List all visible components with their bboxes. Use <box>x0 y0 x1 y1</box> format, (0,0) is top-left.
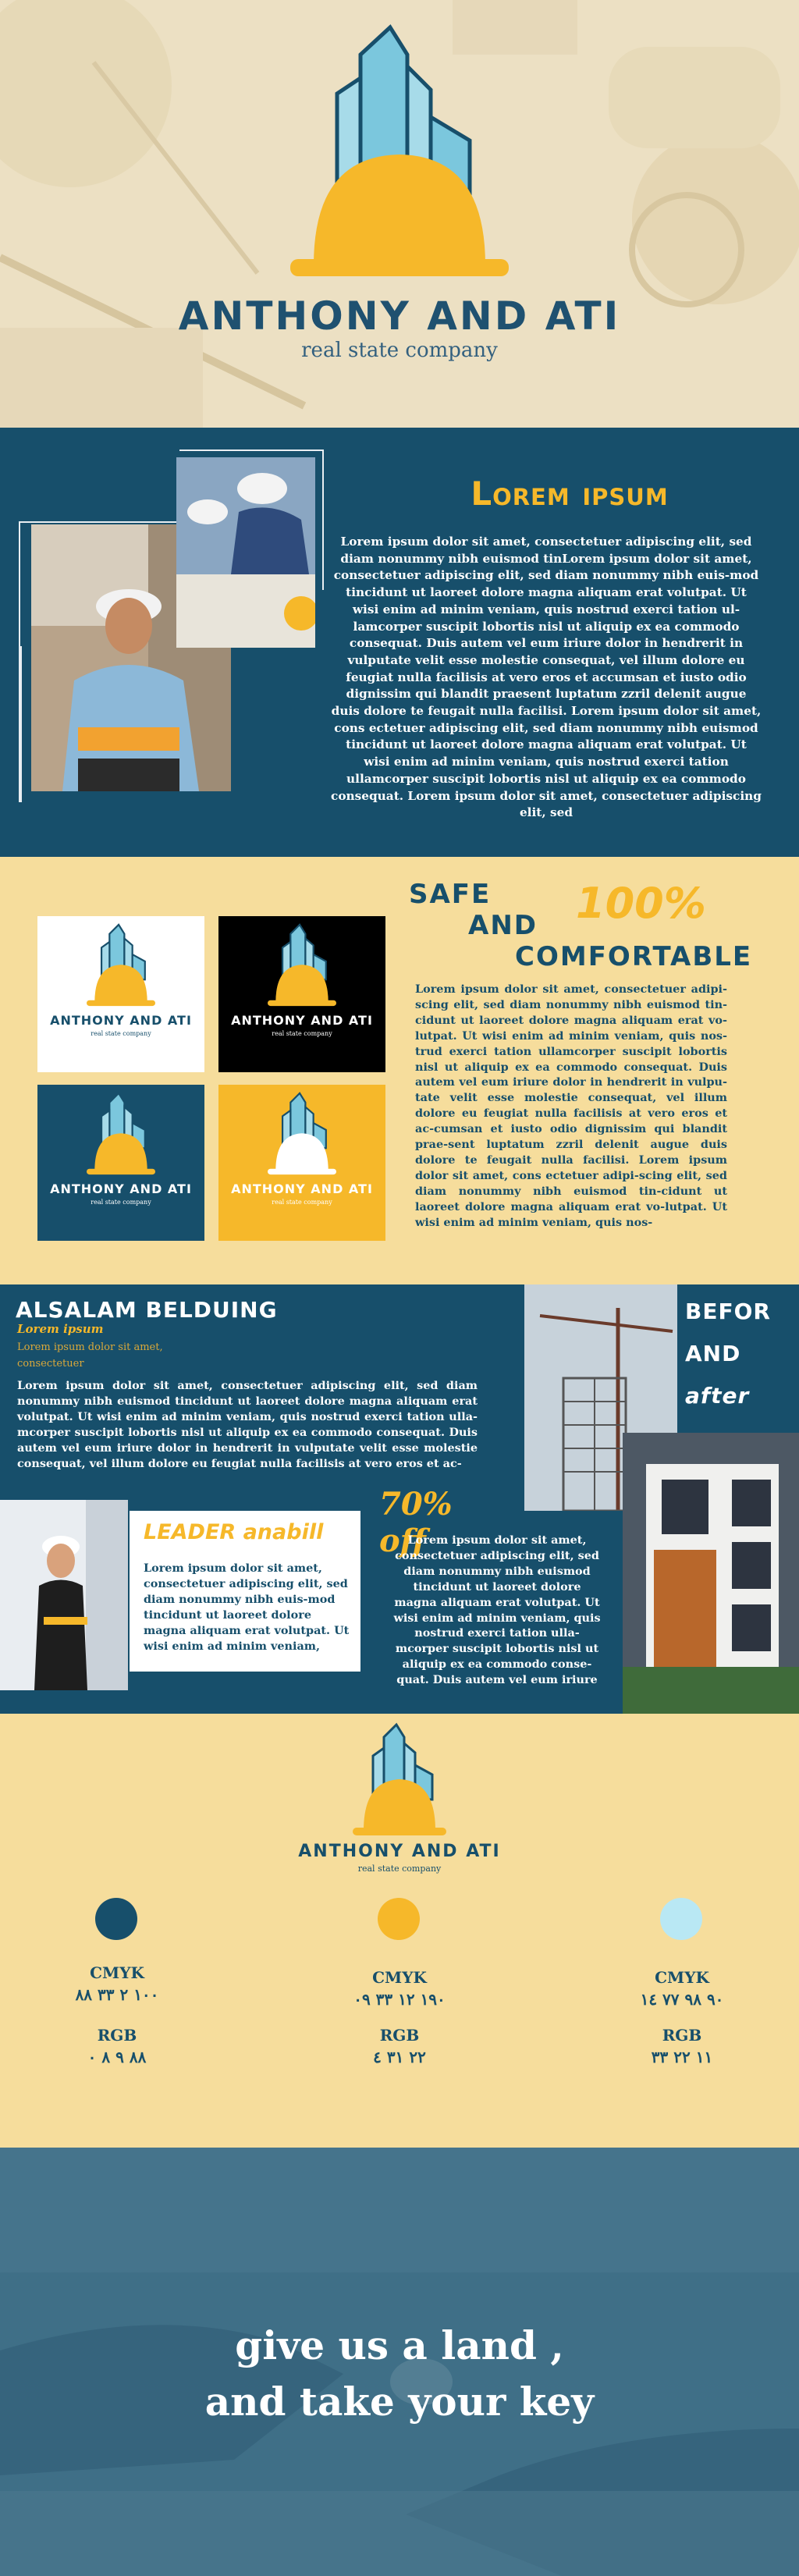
card-brand-tagline: real state company <box>91 1030 151 1037</box>
decorative-frame <box>19 646 22 802</box>
rgb-info-1 <box>39 2026 195 2066</box>
headline-safe: SAFE <box>409 879 492 910</box>
cmyk-label: CMYK <box>372 1968 427 1987</box>
card-logo-icon <box>78 1091 164 1177</box>
leader-body: Lorem ipsum dolor sit amet, consectetuer adipiscing elit, sed diam nonummy nibh euis-mod tincidunt ut laoreet dolore magna aliquam erat volutpat. Ut wisi enim ad minim veniam, <box>144 1562 350 1653</box>
card-brand-name: ANTHONY AND ATI <box>231 1181 373 1196</box>
cmyk-value: ١٩٠ ١٢ ٣٣ ٠٩ <box>353 1990 446 2009</box>
cmyk-value: ١٠٠ ٢ ٣٣ ٨٨ <box>75 1985 159 2004</box>
brand-variants-section <box>0 857 799 1284</box>
card-logo-icon <box>259 922 345 1008</box>
and-label: AND <box>685 1341 741 1366</box>
logo-card-navy <box>37 1085 204 1241</box>
brand-logo-small-icon <box>350 1721 449 1839</box>
about-heading: Lorem ipsum <box>471 474 669 513</box>
leader-photo <box>0 1500 128 1690</box>
card-brand-name: ANTHONY AND ATI <box>231 1013 373 1028</box>
rgb-value: ١١ ٢٢ ٣٣ <box>651 2048 713 2066</box>
about-body: Lorem ipsum dolor sit amet, consectetuer adipiscing elit, sed diam nonummy nibh euismod tinLorem ipsum dolor sit amet, consectetuer adipiscing elit, sed diam nonummy nibh euis-mod tincidunt ut laoreet dolore magna aliquam erat volutpat. Ut wisi enim ad minim veniam, quis nostrud exerci tation ul-lamcorper suscipit lobortis nisl ut aliquip ex ea commodo consequat. Duis autem vel eum iriure dolor in hendrerit in vulputate velit esse molestie consequat, vel illum dolore eu feugiat nulla facilisis at vero eros et accumsan et iusto odio dignissim qui blandit praesent luptatum zzril delenit augue duis dolore te feugait nulla facilisi. Lorem ipsum dolor sit amet, cons ectetuer adipiscing elit, sed diam nonummy nibh euismod tincidunt ut laoreet dolore magna aliquam erat volutpat. Ut wisi enim ad minim veniam, quis nostrud exerci tation ullamcorper suscipit lobortis nisl ut aliquip ex ea commodo consequat. Lorem ipsum dolor sit amet, consectetuer adipiscing elit, sed <box>331 535 762 820</box>
logo-card-black <box>218 916 385 1072</box>
rgb-info-2 <box>321 2026 478 2066</box>
safe-body: Lorem ipsum dolor sit amet, consectetuer adipi-scing elit, sed diam nonummy nibh euismod tin-cidunt ut laoreet dolore magna aliquam erat vo-lutpat. Ut wisi enim ad minim veniam, quis nos-trud exerci tation ullamcorper suscipit lobortis nisl ut aliquip ex ea commodo consequat. Duis autem vel eum iriure dolor in hendrerit in vulpu-tate velit esse molestie consequat, vel illum dolore eu feugiat nulla facilisis at vero eros et ac-cumsan et iusto odio dignissim qui blandit prae-sent luptatum zzril delenit augue duis dolore te feugait nulla facilisi. Lorem ipsum dolor sit amet, cons ectetuer adipi-scing elit, sed diam nonummy nibh euismod tin-cidunt ut laoreet dolore magna aliquam erat vo-lutpat. Ut wisi enim ad minim veniam, quis nos- <box>415 982 727 1229</box>
building-title: ALSALAM BELDUING <box>16 1297 278 1323</box>
building-section <box>0 1284 799 1714</box>
color-swatch-sky <box>660 1898 702 1940</box>
brand-logo-icon <box>282 23 517 281</box>
color-swatch-gold <box>378 1898 420 1940</box>
brand-tagline: real state company <box>301 339 498 362</box>
cmyk-value: ٩٠ ٩٨ ٧٧ ١٤ <box>640 1990 724 2009</box>
palette-section <box>0 1714 799 2148</box>
logo-card-gold <box>218 1085 385 1241</box>
rgb-label: RGB <box>662 2026 702 2045</box>
color-swatch-navy <box>95 1898 137 1940</box>
finished-building-photo <box>623 1433 799 1714</box>
building-body: Lorem ipsum dolor sit amet, consectetuer adipiscing elit, sed diam nonummy nibh euismod tincidunt ut laoreet dolore magna aliquam erat volutpat. Ut wisi enim ad minim veniam, quis nostrud exerci tation ulla-mcorper suscipit lobortis nisl ut aliquip ex ea commodo consequat. Duis autem vel eum iriure dolor in hendrerit in vulputate velit esse molestie consequat, vel illum dolore eu feugiat nulla facilisis at vero eros et ac- <box>17 1379 478 1470</box>
headline-comfortable: COMFORTABLE <box>515 941 753 972</box>
before-label: BEFOR <box>685 1299 771 1324</box>
color-info-3 <box>604 1968 760 2009</box>
rgb-label: RGB <box>379 2026 420 2045</box>
rgb-label: RGB <box>97 2026 137 2045</box>
card-brand-tagline: real state company <box>272 1199 332 1206</box>
leader-title: LEADER anabill <box>144 1520 324 1544</box>
brand-name: ANTHONY AND ATI <box>178 293 621 339</box>
after-label: after <box>685 1383 750 1409</box>
rgb-info-3 <box>604 2026 760 2066</box>
slogan-line-1: give us a land , <box>235 2322 564 2368</box>
offer-badge: 70% off <box>379 1486 453 1559</box>
headline-and: AND <box>468 910 538 941</box>
workers-photo <box>176 457 315 648</box>
slogan <box>0 2318 799 2430</box>
card-brand-tagline: real state company <box>272 1030 332 1037</box>
building-subtitle-2: Lorem ipsum dolor sit amet, consectetuer <box>17 1341 163 1370</box>
card-logo-icon <box>78 922 164 1008</box>
offer-body: Lorem ipsum dolor sit amet, consectetuer adipiscing elit, sed diam nonummy nibh euismod tincidunt ut laoreet dolore magna aliquam erat volutpat. Ut wisi enim ad minim veniam, quis nostrud exerci tation ulla-mcorper suscipit lobortis nisl ut aliquip ex ea commodo conse-quat. Duis autem vel eum iriure <box>393 1533 601 1687</box>
color-info-2 <box>321 1968 478 2009</box>
footer-section <box>0 2148 799 2576</box>
about-section <box>0 428 799 857</box>
rgb-value: ٨٨ ٩ ٨ ٠ <box>87 2048 147 2066</box>
leader-card <box>130 1511 360 1672</box>
hero-section <box>0 0 799 428</box>
cmyk-label: CMYK <box>90 1963 144 1982</box>
color-info-1 <box>39 1963 195 2004</box>
card-brand-tagline: real state company <box>91 1199 151 1206</box>
card-logo-icon <box>259 1091 345 1177</box>
palette-brand-name: ANTHONY AND ATI <box>298 1842 501 1861</box>
palette-brand-tagline: real state company <box>357 1864 442 1874</box>
cmyk-label: CMYK <box>655 1968 709 1987</box>
slogan-line-2: and take your key <box>204 2379 595 2425</box>
logo-card-white <box>37 916 204 1072</box>
card-brand-name: ANTHONY AND ATI <box>50 1013 192 1028</box>
rgb-value: ٢٢ ٣١ ٤ <box>373 2048 426 2066</box>
building-subtitle: Lorem ipsum <box>17 1322 104 1336</box>
headline-percent: 100% <box>576 879 706 928</box>
card-brand-name: ANTHONY AND ATI <box>50 1181 192 1196</box>
